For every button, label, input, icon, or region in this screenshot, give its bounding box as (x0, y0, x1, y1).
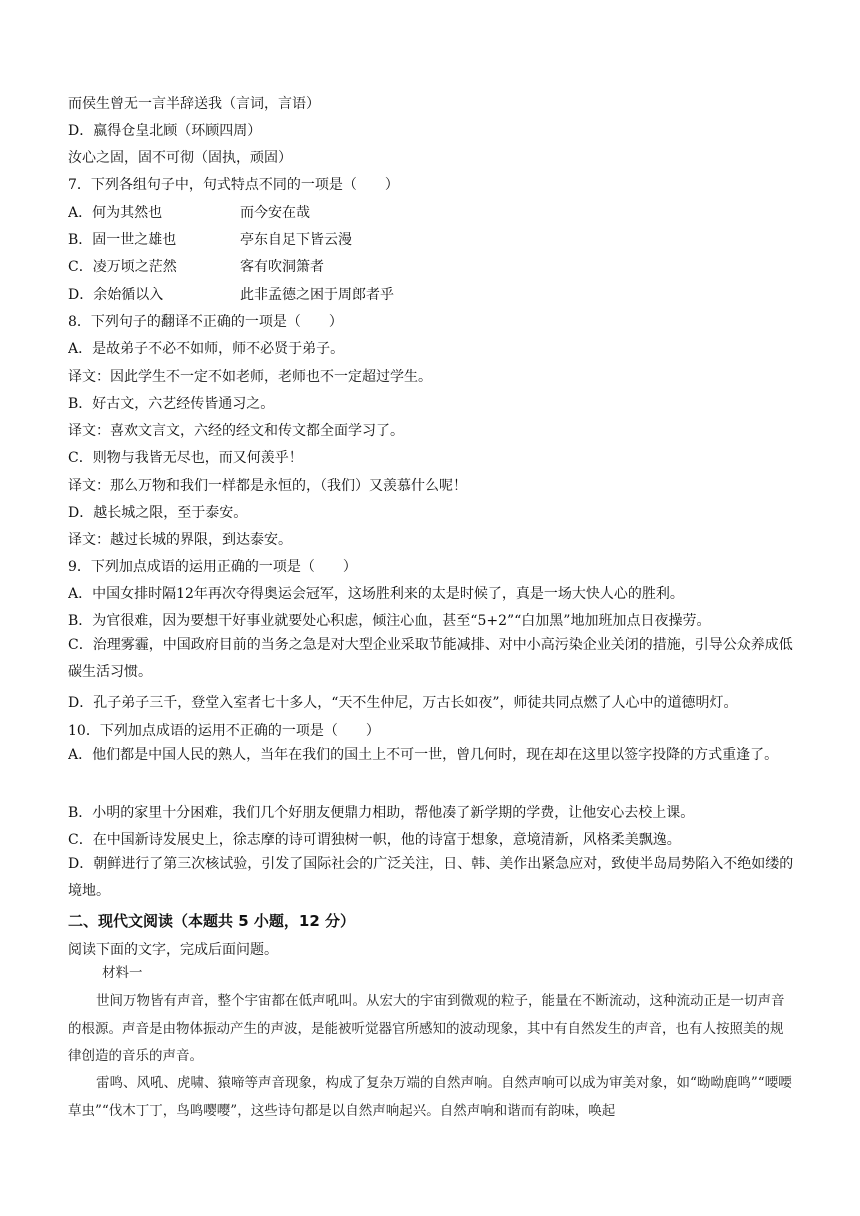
q8-option-b: B．好古文，六艺经传皆通习之。 (68, 396, 275, 412)
option-line: D．嬴得仓皇北顾（环顾四周） (68, 123, 262, 139)
question-9: 9．下列加点成语的运用正确的一项是（ ） (68, 559, 357, 575)
q9-option-a: A．中国女排时隔12年再次夺得奥运会冠军，这场胜利来的太是时候了，真是一场大快人心的胜利。 (68, 586, 684, 602)
passage-paragraph-1: 世间万物皆有声音，整个宇宙都在低声吼叫。从宏大的宇宙到微观的粒子，能量在不断流动，这种流动正是一切声音的根源。声音是由物体振动产生的声波，是能被听觉器官所感知的波动现象，其中有自然发生的声音，也有人按照美的规律创造的音乐的声音。 (68, 993, 785, 1064)
q7-option-b-right: 亭东自足下皆云漫 (240, 232, 352, 248)
q8-option-c: C．则物与我皆无尽也，而又何羡乎！ (68, 450, 303, 466)
q7-option-a-right: 而今安在哉 (240, 205, 310, 221)
q7-option-c-right: 客有吹洞箫者 (240, 259, 324, 275)
q7-option-a (68, 203, 794, 223)
q10-option-d: D．朝鲜进行了第三次核试验，引发了国际社会的广泛关注，日、韩、美作出紧急应对，致使半岛局势陷入不绝如缕的境地。 (68, 856, 794, 899)
passage-paragraph-2: 雷鸣、风吼、虎啸、猿啼等声音现象，构成了复杂万端的自然声响。自然声响可以成为审美对象，如“呦呦鹿鸣”“喓喓草虫”“伐木丁丁，鸟鸣嘤嘤”，这些诗句都是以自然声响起兴。自然声响和谐而有韵味，唤起 (68, 1075, 792, 1119)
q8-option-a: A．是故弟子不必不如师，师不必贤于弟子。 (68, 341, 345, 357)
q9-option-c: C．治理雾霾，中国政府目前的当务之急是对大型企业采取节能减排、对中小高污染企业关闭的措施，引导公众养成低碳生活习惯。 (68, 637, 793, 680)
q9-option-d: D．孔子弟子三千，登堂入室者七十多人，“天不生仲尼，万古长如夜”，师徒共同点燃了人心中的道德明灯。 (68, 695, 738, 711)
q7-option-b-left: B．固一世之雄也 (68, 232, 177, 248)
question-10: 10．下列加点成语的运用不正确的一项是（ ） (68, 723, 380, 739)
question-7: 7．下列各组句子中，句式特点不同的一项是（ ） (68, 177, 399, 193)
q8-translation-d: 译文：越过长城的界限，到达泰安。 (68, 532, 292, 548)
q7-option-b (68, 230, 794, 250)
text-line: 汝心之固，固不可彻（固执，顽固） (68, 150, 292, 166)
q9-option-b: B．为官很难，因为要想干好事业就要处心积虑，倾注心血，甚至“5+2”“白加黑”地加班加点日夜操劳。 (68, 613, 711, 629)
q10-option-b: B．小明的家里十分困难，我们几个好朋友便鼎力相助，帮他凑了新学期的学费，让他安心去校上课。 (68, 805, 695, 821)
section-instruction: 阅读下面的文字，完成后面问题。 (68, 942, 278, 958)
q8-translation-c: 译文：那么万物和我们一样都是永恒的，（我们）又羡慕什么呢！ (68, 478, 467, 494)
question-8: 8．下列句子的翻译不正确的一项是（ ） (68, 314, 343, 330)
q8-translation-a: 译文：因此学生不一定不如老师，老师也不一定超过学生。 (68, 369, 432, 385)
q8-option-d: D．越长城之限，至于泰安。 (68, 505, 248, 521)
material-label: 材料一 (102, 965, 143, 981)
q10-option-a: A．他们都是中国人民的熟人，当年在我们的国土上不可一世，曾几何时，现在却在这里以签字投降的方式重逢了。 (68, 747, 779, 763)
q7-option-d-right: 此非孟德之困于周郎者乎 (240, 287, 394, 303)
q10-option-c: C．在中国新诗发展史上，徐志摩的诗可谓独树一帜，他的诗富于想象，意境清新，风格柔美飘逸。 (68, 832, 681, 848)
q7-option-a-left: A．何为其然也 (68, 205, 163, 221)
text-line: 而侯生曾无一言半辞送我（言词，言语） (68, 96, 320, 112)
q7-option-d-left: D．余始循以入 (68, 287, 164, 303)
q7-option-c-left: C．凌万顷之茫然 (68, 259, 177, 275)
q7-option-c (68, 257, 794, 277)
section-title: 二、现代文阅读（本题共 5 小题，12 分） (68, 912, 355, 930)
q7-option-d (68, 285, 794, 305)
q8-translation-b: 译文：喜欢文言文，六经的经文和传文都全面学习了。 (68, 423, 404, 439)
